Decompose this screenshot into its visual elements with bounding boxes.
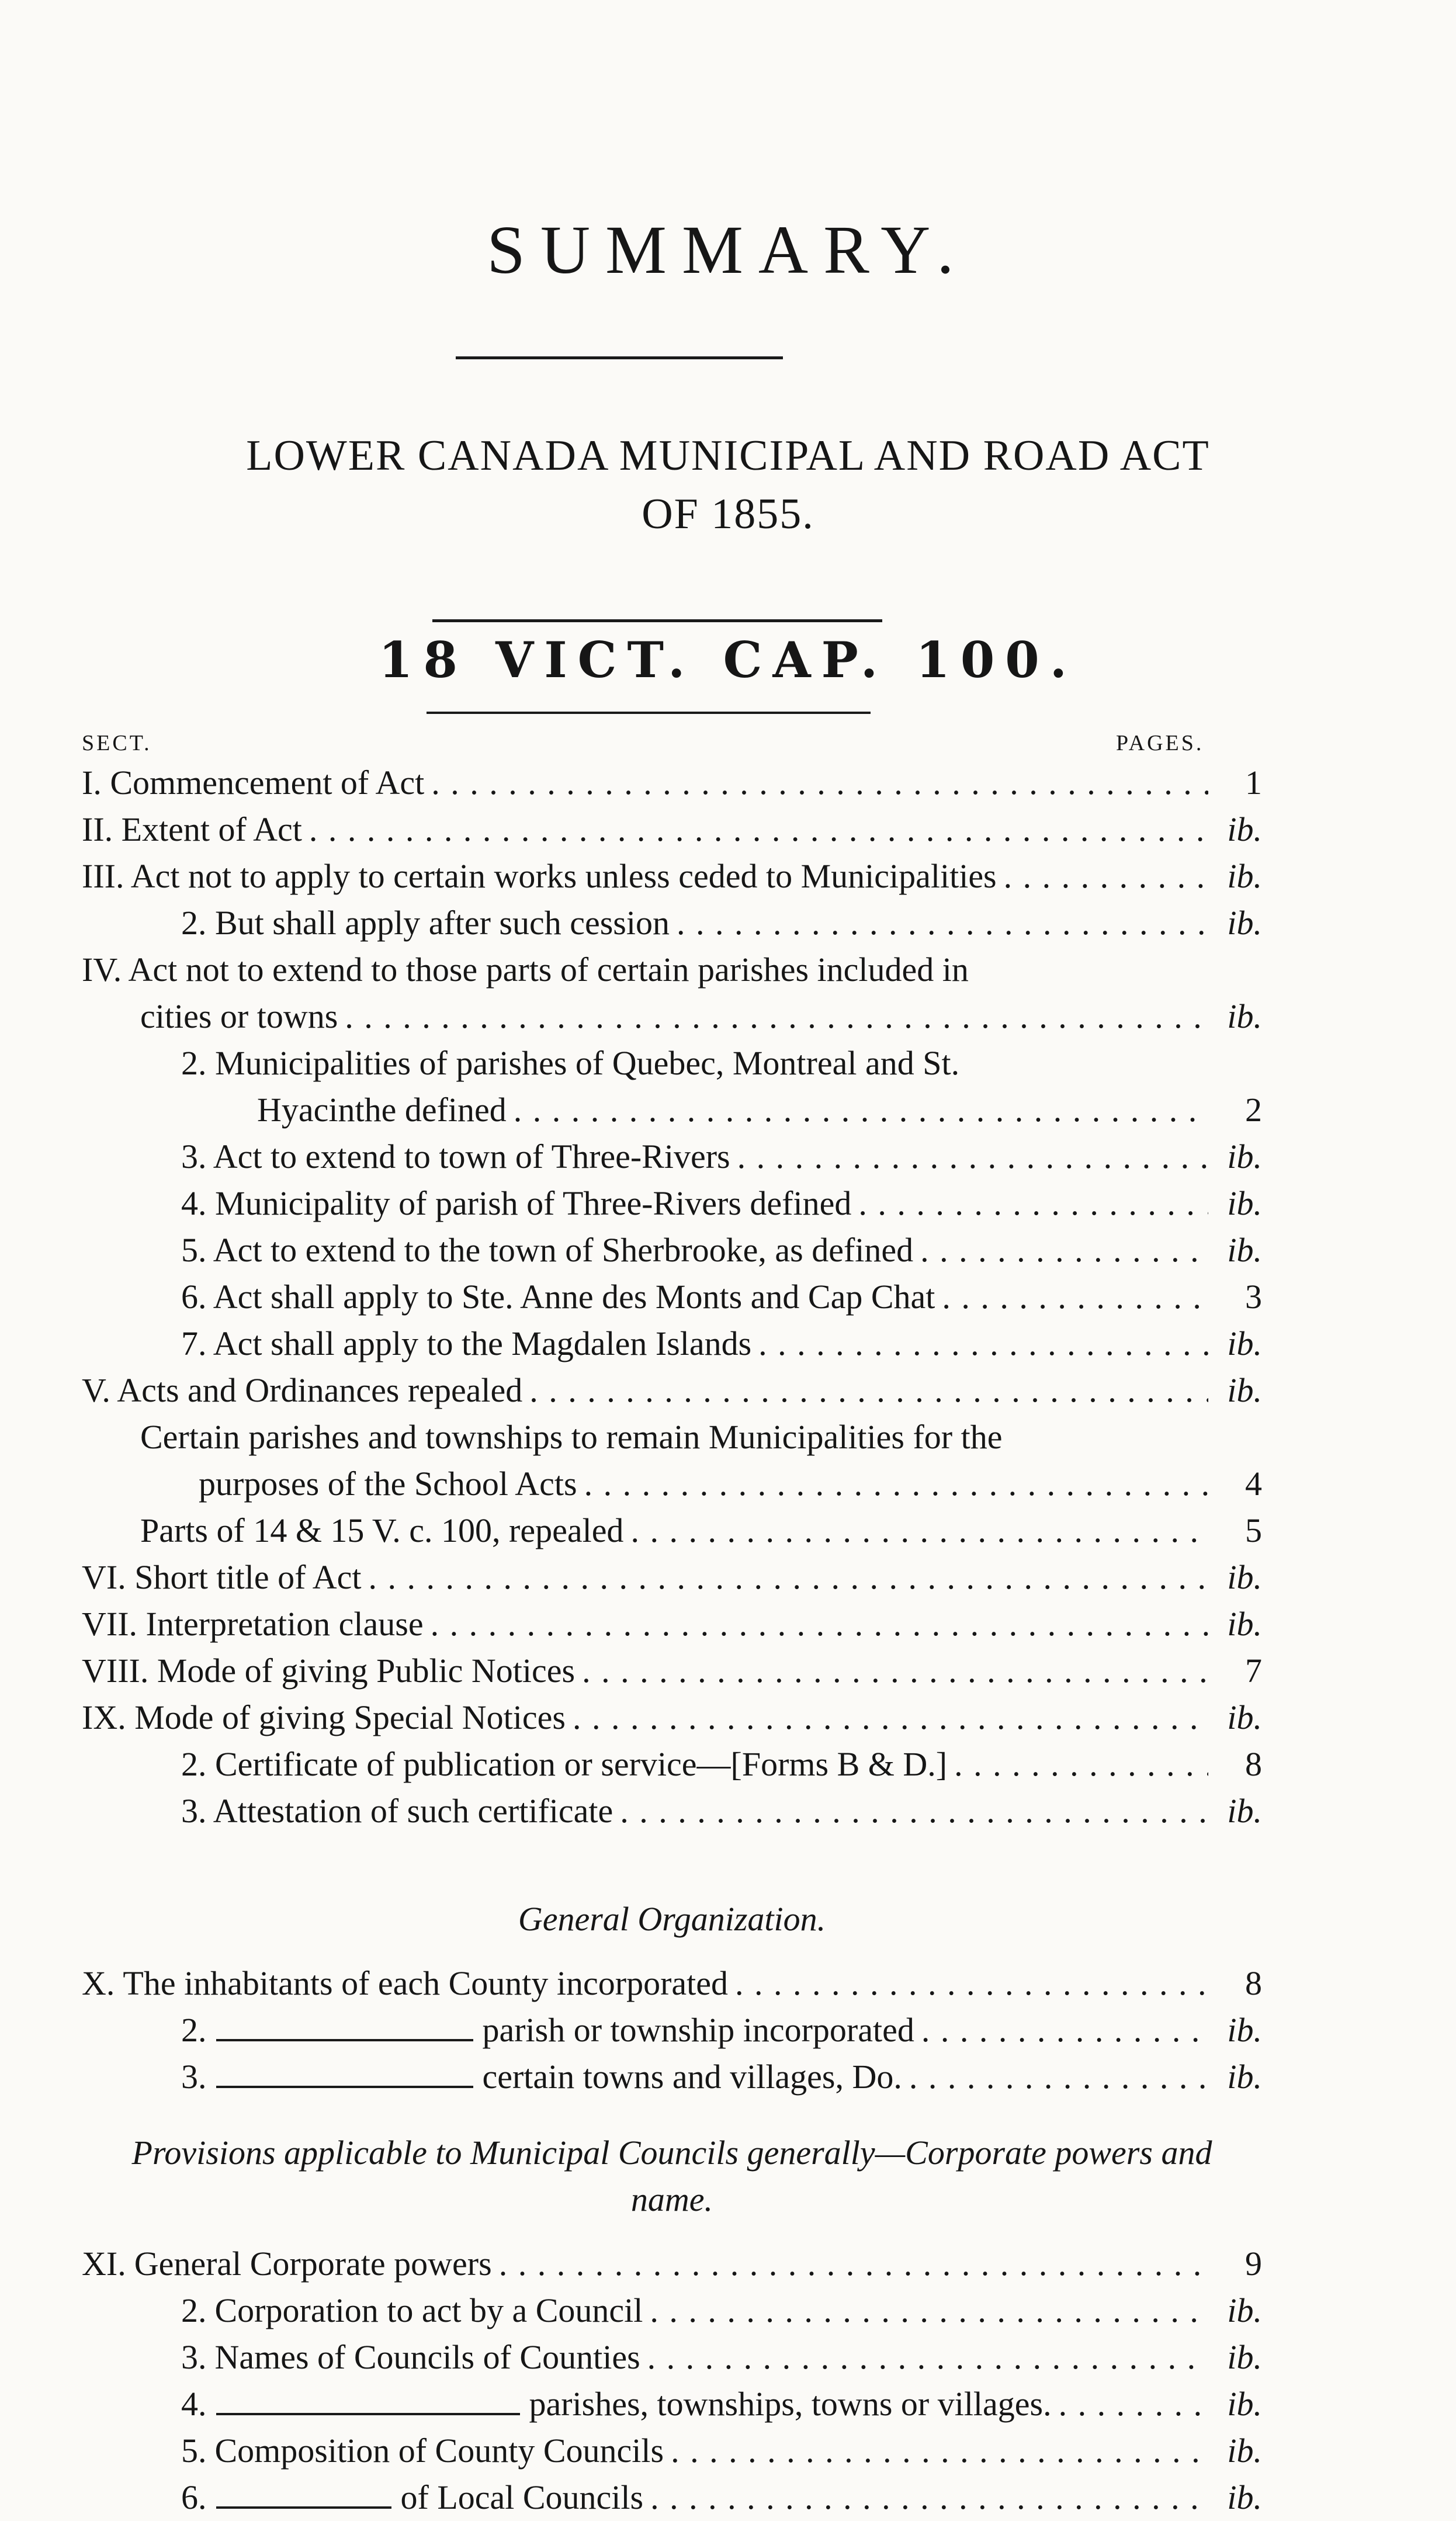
list-item [82,1741,1262,1788]
list-item: 2. Municipalities of parishes of Quebec, Montreal and St. [181,1044,960,1082]
entry-page: ib. [1227,904,1262,942]
list-item [82,1788,1262,1835]
entry-number: 6. [181,2478,207,2516]
list-item [82,2287,1262,2334]
entry-text: VIII. Mode of giving Public Notices [82,1652,576,1690]
entry-text: Hyacinthe defined [257,1091,507,1129]
entry-text: Names of Councils of Counties [214,2338,640,2376]
entry-page: ib. [1227,810,1262,848]
section-heading: General Organization. [518,1900,826,1938]
entry-text: 3. Attestation of such certificate [181,1792,613,1830]
entry-page: ib. [1227,2478,1262,2516]
entry-text: III. Act not to apply to certain works unless ceded to Municipalities [82,857,997,895]
pages-column-header: PAGES. [1116,731,1204,755]
entry-page: ib. [1227,997,1262,1035]
entry-number: 4. [181,2385,207,2423]
list-item [82,1960,1262,2007]
entry-page: 2 [1245,1091,1262,1129]
entry-page: 3 [1245,1278,1262,1316]
entry-page: ib. [1227,2058,1262,2096]
list-item [82,1274,1262,1320]
list-item [82,1507,1262,1554]
ditto-dash [216,2086,473,2088]
entry-number: 2. [181,2011,207,2049]
list-item [82,1554,1262,1601]
entry-number: XI. [82,2245,126,2283]
entry-number: 3. [181,2338,207,2376]
act-title-line-1: LOWER CANADA MUNICIPAL AND ROAD ACT [246,432,1210,480]
entry-page: 7 [1245,1652,1262,1690]
entry-text: certain towns and villages, Do. [482,2058,902,2096]
entry-page: ib. [1227,2385,1262,2423]
ditto-dash [216,2506,391,2509]
entry-text: of Local Councils [400,2478,644,2516]
entry-text: The inhabitants of each County incorporated [123,1964,729,2002]
entry-text: parish or township incorporated [482,2011,914,2049]
list-item [82,1180,1262,1227]
list-item [82,806,1262,853]
sect-column-header: SECT. [82,731,152,755]
page-title: SUMMARY. [487,211,969,288]
chapter-rule-bottom [427,712,871,714]
entry-text: Corporation to act by a Council [214,2291,643,2329]
entry-page: ib. [1227,1231,1262,1269]
chapter-rule-top [432,619,882,622]
entry-text: 4. Municipality of parish of Three-Rivers defined [181,1184,852,1222]
entry-number: X. [82,1964,115,2002]
list-item [82,1133,1262,1180]
list-item [82,900,1262,946]
act-title [0,426,1456,543]
section-heading: Provisions applicable to Municipal Councils generally—Corporate powers and [131,2134,1212,2172]
list-item [82,2428,1262,2474]
ditto-dash [216,2039,473,2041]
entry-number: 5. [181,2432,207,2470]
list-item [82,2054,1262,2100]
list-item: Certain parishes and townships to remain Municipalities for the [140,1418,1003,1456]
entry-text: 2. Certificate of publication or service—[Forms B & D.] [181,1745,948,1783]
entry-text: 5. Act to extend to the town of Sherbrooke, as defined [181,1231,914,1269]
entry-text: IX. Mode of giving Special Notices [82,1698,566,1736]
title-rule [456,356,783,359]
entry-text: VII. Interpretation clause [82,1605,424,1643]
entry-page: 8 [1245,1964,1262,2002]
list-item [82,2007,1262,2054]
entry-text: VI. Short title of Act [82,1558,362,1596]
list-item [82,1087,1262,1133]
list-item [82,760,1262,806]
entry-number: 2. [181,2291,207,2329]
entry-text: Parts of 14 & 15 V. c. 100, repealed [140,1511,624,1549]
entry-page: 5 [1245,1511,1262,1549]
summary-list [82,760,1262,1835]
list-item [82,1694,1262,1741]
list-item [82,1461,1262,1507]
entry-page: ib. [1227,857,1262,895]
entry-page: ib. [1227,2291,1262,2329]
provisions-section [82,2130,1262,2521]
entry-page: 8 [1245,1745,1262,1783]
entry-text: V. Acts and Ordinances repealed [82,1371,523,1409]
chapter-heading: 18 VICT. CAP. 100. [379,631,1077,689]
entry-text: II. Extent of Act [82,810,302,848]
entry-page: ib. [1227,1371,1262,1409]
list-item [82,2381,1262,2428]
entry-page: 4 [1245,1465,1262,1503]
entry-text: Composition of County Councils [214,2432,664,2470]
entry-text: 3. Act to extend to town of Three-Rivers [181,1138,730,1175]
entry-text: 7. Act shall apply to the Magdalen Islands [181,1324,752,1362]
list-item [82,2334,1262,2381]
entry-page: ib. [1227,2432,1262,2470]
list-item [82,1367,1262,1414]
entry-page: ib. [1227,2338,1262,2376]
list-item: IV. Act not to extend to those parts of certain parishes included in [82,951,969,989]
section-heading-continued: name. [630,2180,713,2218]
entry-text: parishes, townships, towns or villages. [529,2385,1052,2423]
entry-page: ib. [1227,1184,1262,1222]
entry-text: I. Commencement of Act [82,764,425,802]
entry-text: 2. But shall apply after such cession [181,904,670,942]
list-item [82,2474,1262,2521]
entry-page: ib. [1227,1558,1262,1596]
entry-page: ib. [1227,2011,1262,2049]
act-title-line-2: OF 1855. [642,490,814,538]
list-item [82,2241,1262,2287]
entry-page: ib. [1227,1792,1262,1830]
entry-number: 3. [181,2058,207,2096]
ditto-dash [216,2413,520,2415]
list-item [82,853,1262,900]
entry-page: 1 [1245,764,1262,802]
general-organization-section [82,1896,1262,2100]
entry-text: 6. Act shall apply to Ste. Anne des Monts and Cap Chat [181,1278,935,1316]
list-item [82,1601,1262,1648]
entry-page: ib. [1227,1138,1262,1175]
entry-text: cities or towns [140,997,338,1035]
list-item [82,1648,1262,1694]
entry-page: ib. [1227,1605,1262,1643]
entry-page: ib. [1227,1324,1262,1362]
entry-text: General Corporate powers [134,2245,492,2283]
entry-page: 9 [1245,2245,1262,2283]
entry-page: ib. [1227,1698,1262,1736]
list-item [82,993,1262,1040]
list-item [82,1227,1262,1274]
list-item [82,1320,1262,1367]
entry-text: purposes of the School Acts [199,1465,577,1503]
